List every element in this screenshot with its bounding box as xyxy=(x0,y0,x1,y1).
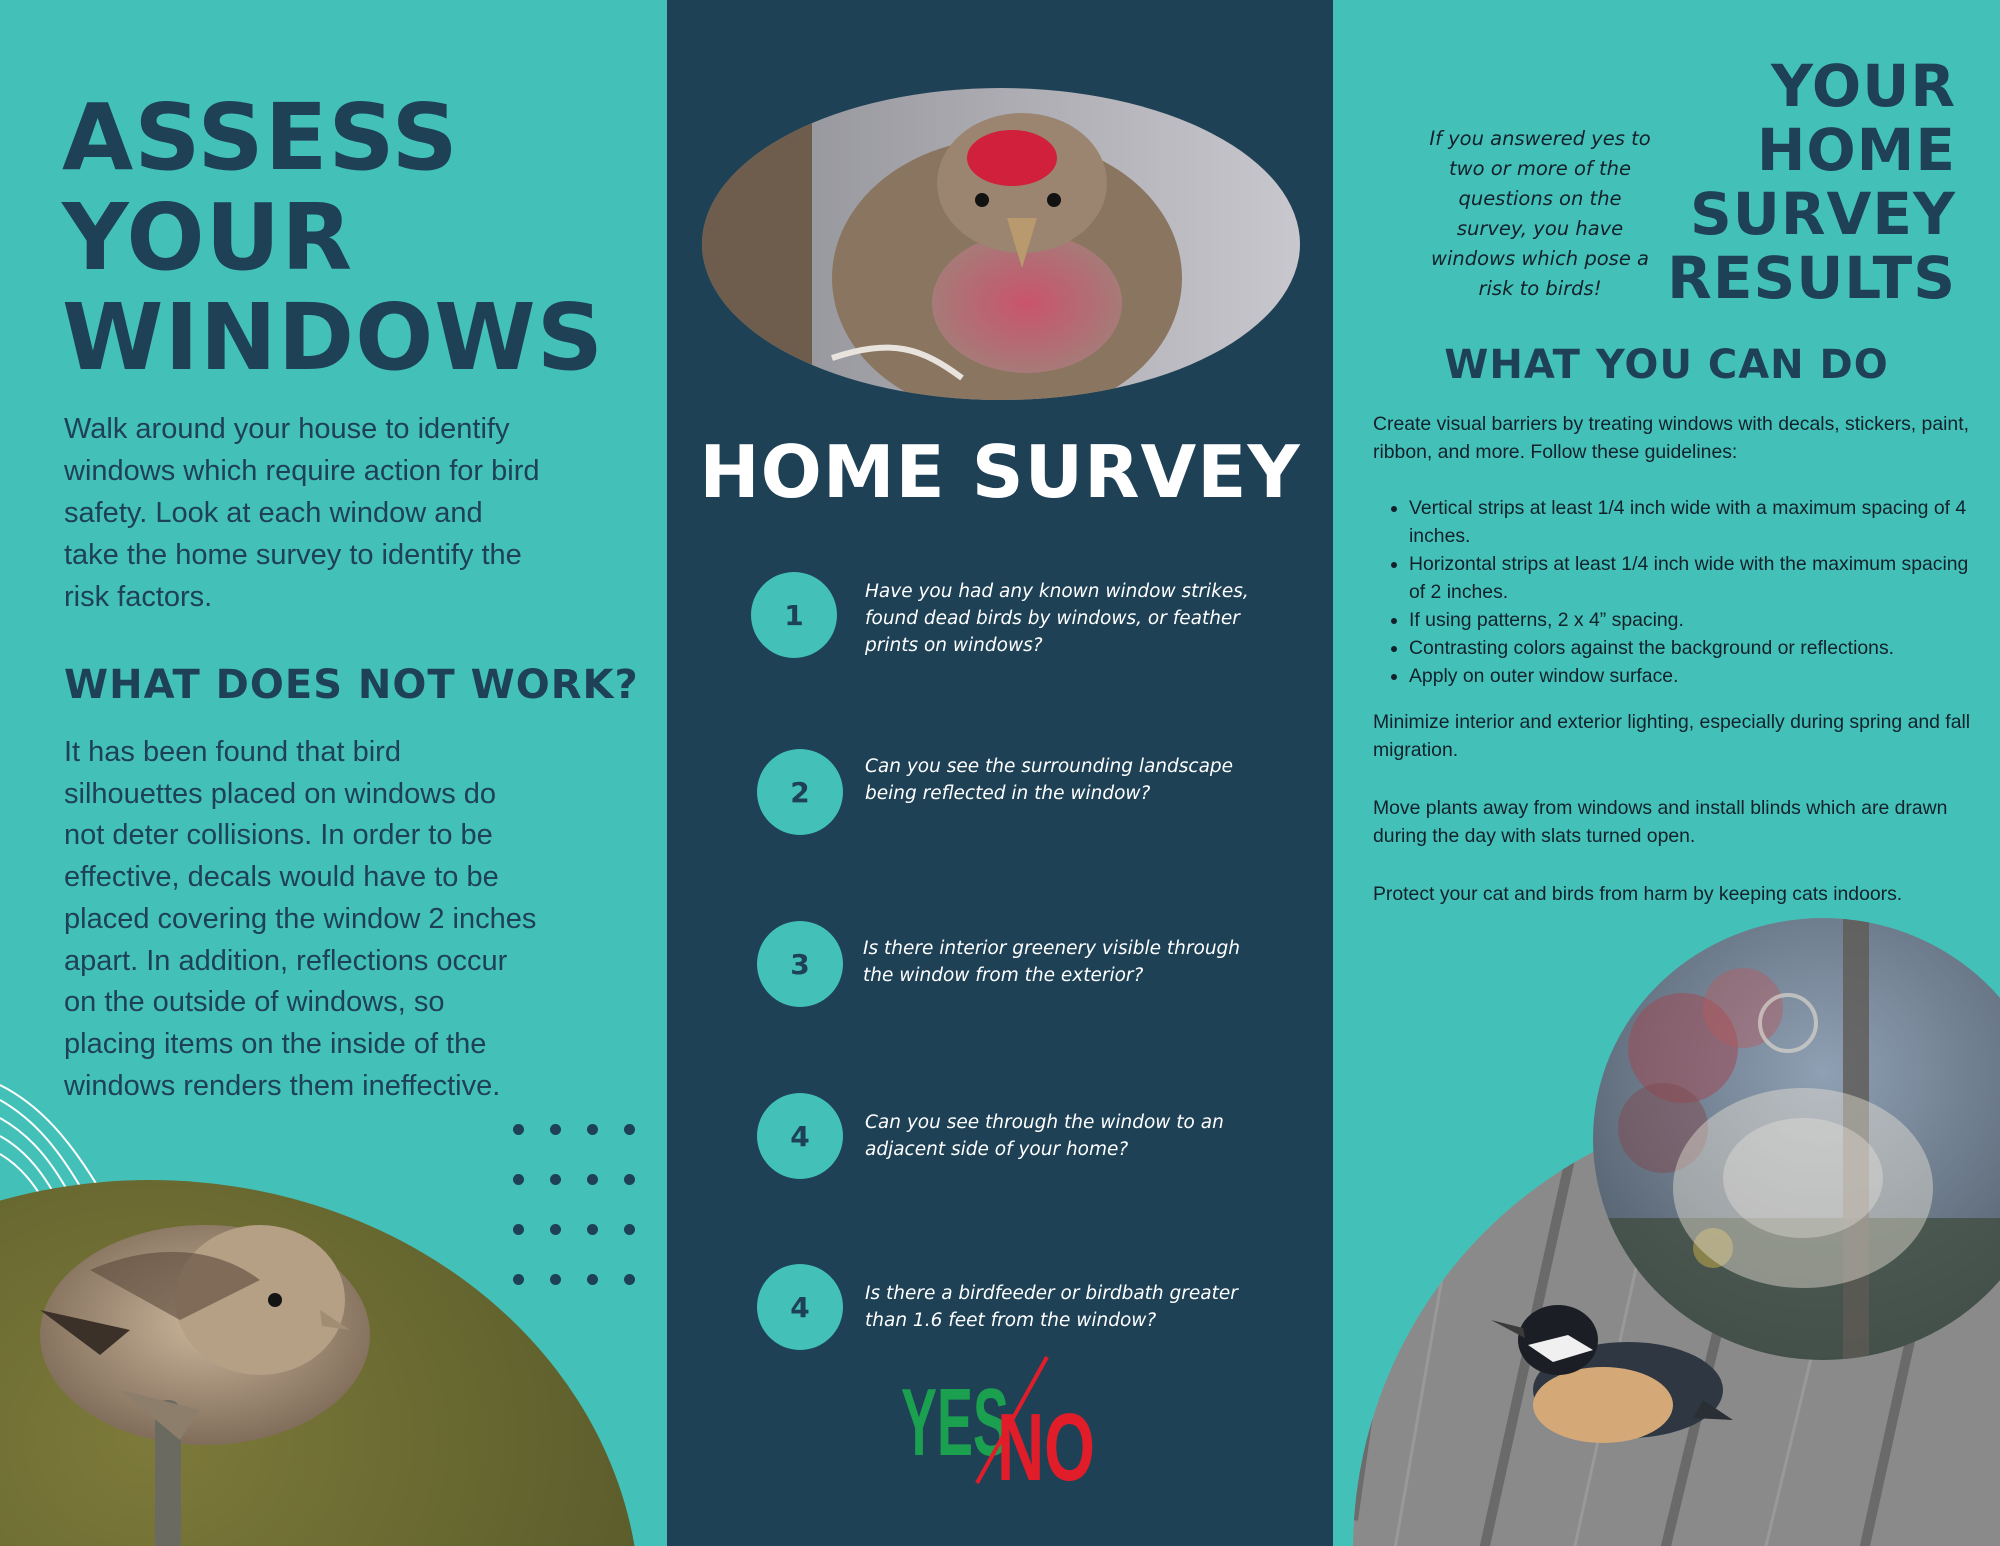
tip-text: Protect your cat and birds from harm by keeping cats indoors. xyxy=(1373,883,1903,905)
survey-question xyxy=(667,1093,1333,1183)
assess-title xyxy=(62,84,622,391)
assess-title-line: ASSESS xyxy=(62,84,459,191)
tip-text: Minimize interior and exterior lighting, especially during spring and fall migration. xyxy=(1373,711,1971,761)
right-panel xyxy=(1333,0,2000,1546)
results-title-line: RESULTS xyxy=(1667,244,1956,312)
survey-question xyxy=(667,921,1333,1011)
question-text: Is there a birdfeeder or birdbath greater than 1.6 feet from the window? xyxy=(865,1283,1238,1331)
guideline-item: • Horizontal strips at least 1/4 inch wide with the maximum spacing of 2 inches. xyxy=(1409,550,1983,606)
guidelines-list xyxy=(1373,494,1983,690)
answer-note: If you answered yes to two or more of the questions on the survey, you have windows which pose a risk to birds! xyxy=(1429,127,1651,300)
assess-title-line: WINDOWS xyxy=(62,284,605,391)
yes-no-graphic xyxy=(899,1355,1099,1485)
results-title-line: SURVEY xyxy=(1689,180,1956,248)
question-number-badge: 2 xyxy=(757,749,843,835)
guideline-item: • Apply on outer window surface. xyxy=(1409,662,1983,690)
results-title-line: YOUR xyxy=(1771,52,1956,120)
guideline-item: • Contrasting colors against the background or reflections. xyxy=(1409,634,1983,662)
assess-title-line: YOUR xyxy=(62,184,354,291)
home-survey-title: HOME SURVEY xyxy=(699,430,1301,514)
decorative-dot-grid-icon xyxy=(500,1104,648,1304)
question-text: Can you see the surrounding landscape being reflected in the window? xyxy=(865,756,1234,804)
question-number-badge: 4 xyxy=(757,1093,843,1179)
question-number-badge: 3 xyxy=(757,921,843,1007)
not-work-heading: WHAT DOES NOT WORK? xyxy=(64,662,639,708)
redpoll-photo-icon xyxy=(702,88,1300,400)
survey-results-title xyxy=(1667,54,1956,310)
not-work-text: It has been found that bird silhouettes placed on windows do not deter collisions. In order to be effective, decals would have to be placed covering the window 2 inches apart. In addition, reflections occur on the outside of windows, so placing items on the inside of the windows renders them ineffective. xyxy=(64,736,537,1102)
tip-text: Move plants away from windows and install blinds which are drawn during the day with slats turned open. xyxy=(1373,797,1948,847)
what-you-can-do-list xyxy=(1373,410,1983,938)
left-panel xyxy=(0,0,667,1546)
question-number-badge: 4 xyxy=(757,1264,843,1350)
what-you-can-do-heading: WHAT YOU CAN DO xyxy=(1444,342,1889,388)
question-number-badge: 1 xyxy=(751,572,837,658)
question-text: Is there interior greenery visible through the window from the exterior? xyxy=(863,938,1241,986)
yes-label: YES xyxy=(901,1369,1009,1476)
guideline-item: • If using patterns, 2 x 4” spacing. xyxy=(1409,606,1983,634)
survey-question xyxy=(667,572,1333,662)
cando-intro: Create visual barriers by treating windows with decals, stickers, paint, ribbon, and more. Follow these guidelines: xyxy=(1373,413,1969,463)
question-text: Can you see through the window to an adjacent side of your home? xyxy=(865,1112,1224,1160)
assess-intro-text: Walk around your house to identify windows which require action for bird safety. Look at each window and take the home survey to identify the risk factors. xyxy=(64,413,540,613)
no-label: NO xyxy=(997,1394,1095,1485)
middle-panel xyxy=(667,0,1333,1546)
guideline-item: • Vertical strips at least 1/4 inch wide with a maximum spacing of 4 inches. xyxy=(1409,494,1983,550)
question-text: Have you had any known window strikes, found dead birds by windows, or feather prints on windows? xyxy=(865,581,1249,656)
results-title-line: HOME xyxy=(1756,116,1956,184)
survey-question xyxy=(667,1264,1333,1354)
survey-question xyxy=(667,749,1333,839)
